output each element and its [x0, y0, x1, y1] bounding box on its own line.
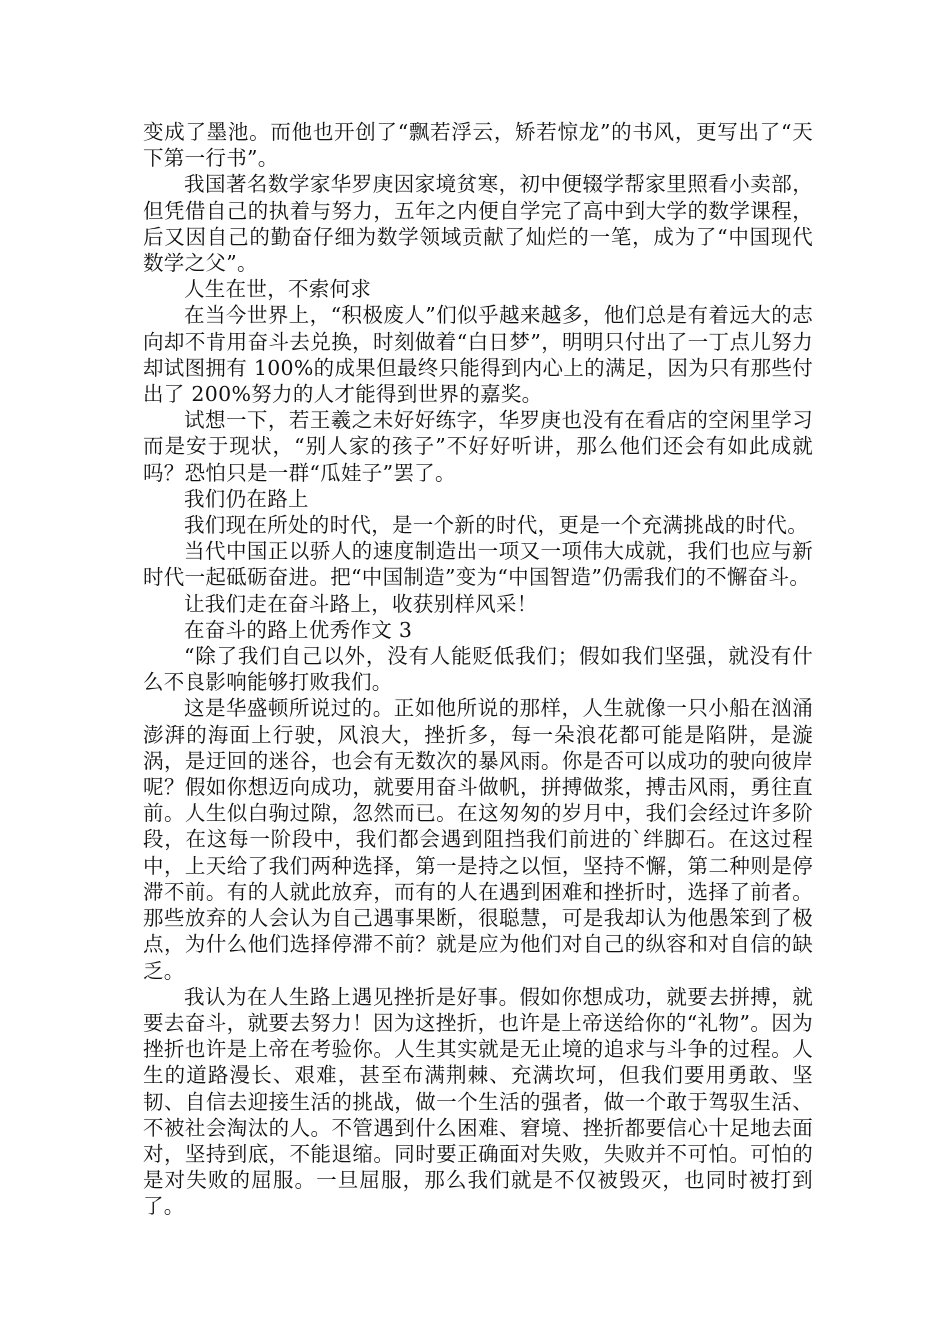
essay-title-3: 在奋斗的路上优秀作文 3	[184, 617, 413, 642]
paragraph-setbacks: 我认为在人生路上遇见挫折是好事。假如你想成功，就要去拼搏，就要去奋斗，就要去努力！因为这挫折，也许是上帝送给你的“礼物”。因为挫折也许是上帝在考验你。人生其实就是无止境的追求与斗争的过程。人生的道路漫长、艰难，甚至布满荆棘、充满坎坷，但我们要用勇敢、坚韧、自信去迎接生活的挑战，做一个生活的强者，做一个敢于驾驭生活、不被社会淘汰的人。不管遇到什么困难、窘境、挫折都要信心十足地去面对，坚持到底，不能退缩。同时要正确面对失败，失败并不可怕。可怕的是对失败的屈服。一旦屈服，那么我们就是不仅被毁灭，也同时被打到了。	[143, 984, 813, 1219]
paragraph-today-world: 在当今世界上，“积极废人”们似乎越来越多，他们总是有着远大的志向却不肯用奋斗去兑换，时刻做着“白日梦”，明明只付出了一丁点儿努力却试图拥有 100%的成果但最终只能得到内心上的满足，因为只有那些付出了 200%努力的人才能得到世界的嘉奖。	[143, 303, 813, 407]
paragraph-new-era: 我们现在所处的时代，是一个新的时代，更是一个充满挑战的时代。	[184, 513, 808, 538]
paragraph-washington: 这是华盛顿所说过的。正如他所说的那样，人生就像一只小船在汹涌澎湃的海面上行驶，风浪大，挫折多，每一朵浪花都可能是陷阱，是漩涡，是迂回的迷谷，也会有无数次的暴风雨。你是否可以成功的驶向彼岸呢？假如你想迈向成功，就要用奋斗做帆，拼搏做浆，搏击风雨，勇往直前。人生似白驹过隙，忽然而已。在这匆匆的岁月中，我们会经过许多阶段，在这每一阶段中，我们都会遇到阻挡我们前进的`绊脚石。在这过程中，上天给了我们两种选择，第一是持之以恒，坚持不懈，第二种则是停滞不前。有的人就此放弃，而有的人在遇到困难和挫折时，选择了前者。那些放弃的人会认为自己遇事果断，很聪慧，可是我却认为他愚笨到了极点，为什么他们选择停滞不前？就是应为他们对自己的纵容和对自信的缺乏。	[143, 696, 813, 983]
paragraph-china: 当代中国正以骄人的速度制造出一项又一项伟大成就，我们也应与新时代一起砥砺奋进。把“中国制造”变为“中国智造”仍需我们的不懈奋斗。	[143, 539, 813, 590]
section-heading-on-the-road: 我们仍在路上	[184, 486, 309, 511]
paragraph-quote: “除了我们自己以外，没有人能贬低我们；假如我们坚强，就没有什么不良影响能够打败我们。	[143, 644, 813, 695]
document-page	[143, 119, 813, 1220]
paragraph-continuation: 变成了墨池。而他也开创了“飘若浮云，矫若惊龙”的书风，更写出了“天下第一行书”。	[143, 120, 813, 171]
section-heading-life: 人生在世，不索何求	[184, 277, 372, 302]
paragraph-imagine: 试想一下，若王羲之未好好练字，华罗庚也没有在看店的空闲里学习而是安于现状，“别人家的孩子”不好好听讲，那么他们还会有如此成就吗？恐怕只是一群“瓜娃子”罢了。	[143, 408, 813, 485]
paragraph-hua-luogeng: 我国著名数学家华罗庚因家境贫寒，初中便辍学帮家里照看小卖部，但凭借自己的执着与努力，五年之内便自学完了高中到大学的数学课程，后又因自己的勤奋仔细为数学领域贡献了灿烂的一笔，成为了“中国现代数学之父”。	[143, 172, 813, 276]
paragraph-closing: 让我们走在奋斗路上，收获别样风采！	[184, 591, 538, 616]
